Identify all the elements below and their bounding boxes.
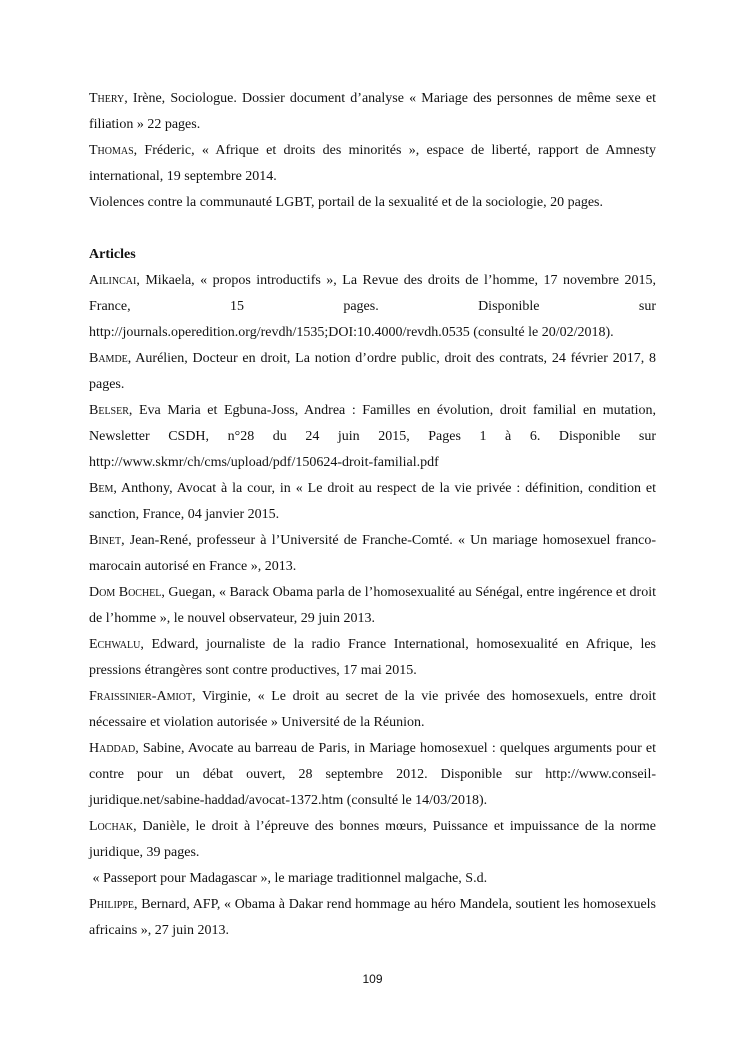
- bibliography-entry-thomas: [89, 138, 656, 190]
- entry-author: Thomas: [89, 143, 134, 158]
- entry-author: Echwalu: [89, 637, 141, 652]
- entry-author: Fraissinier-Amiot: [89, 689, 193, 704]
- article-entry-philippe: [89, 892, 656, 944]
- bibliography-entry-violences: [89, 190, 656, 216]
- entry-text: , Edward, journaliste de la radio France International, homosexualité en Afrique, les pressions étrangères sont contre productives, 17 mai 2015.: [89, 637, 656, 678]
- entry-text: « Passeport pour Madagascar », le mariage traditionnel malgache, S.d.: [89, 871, 488, 886]
- article-entry-dom-bochel: [89, 580, 656, 632]
- article-entry-passeport: [89, 866, 656, 892]
- article-entry-haddad: [89, 736, 656, 814]
- entry-author: Philippe: [89, 897, 135, 912]
- entry-text: , Bernard, AFP, « Obama à Dakar rend hommage au héro Mandela, soutient les homosexuels africains », 27 juin 2013.: [89, 897, 656, 938]
- entry-author: Belser: [89, 403, 129, 418]
- entry-text: , Fréderic, « Afrique et droits des minorités », espace de liberté, rapport de Amnesty international, 19 septembre 2014.: [89, 143, 656, 184]
- entry-author: Dom Bochel: [89, 585, 162, 600]
- article-entry-ailincai: [89, 268, 656, 346]
- article-entry-binet: [89, 528, 656, 580]
- entry-author: Bem: [89, 481, 114, 496]
- entry-author: Lochak: [89, 819, 134, 834]
- entry-author: Bamde: [89, 351, 128, 366]
- article-entry-bem: [89, 476, 656, 528]
- entry-text: , Jean-René, professeur à l’Université de Franche-Comté. « Un mariage homosexuel franco-marocain autorisé en France », 2013.: [89, 533, 656, 574]
- entry-text: , Irène, Sociologue. Dossier document d’analyse « Mariage des personnes de même sexe et filiation » 22 pages.: [89, 91, 656, 132]
- page-number: 109: [362, 972, 383, 986]
- bibliography-content: [89, 86, 656, 944]
- entry-text: , Mikaela, « propos introductifs », La Revue des droits de l’homme, 17 novembre 2015, France, 15 pages. Disponible sur http://journals.operedition.org/revdh/1535;DOI:10.4000/revdh.0535 (consulté le 20/02/2018).: [89, 273, 656, 340]
- article-entry-lochak: [89, 814, 656, 866]
- entry-text: Violences contre la communauté LGBT, portail de la sexualité et de la sociologie, 20 pages.: [89, 195, 604, 210]
- entry-text: , Sabine, Avocate au barreau de Paris, in Mariage homosexuel : quelques arguments pour et contre pour un débat ouvert, 28 septembre 2012. Disponible sur http://www.conseil-juridique.net/sabine-haddad/avocat-1372.htm (consulté le 14/03/2018).: [89, 741, 656, 808]
- entry-text: , Anthony, Avocat à la cour, in « Le droit au respect de la vie privée : définition, condition et sanction, France, 04 janvier 2015.: [89, 481, 656, 522]
- article-entry-belser: [89, 398, 656, 476]
- entry-text: , Aurélien, Docteur en droit, La notion d’ordre public, droit des contrats, 24 février 2017, 8 pages.: [89, 351, 656, 392]
- entry-text: , Danièle, le droit à l’épreuve des bonnes mœurs, Puissance et impuissance de la norme juridique, 39 pages.: [89, 819, 656, 860]
- entry-author: Thery: [89, 91, 125, 106]
- entry-author: Haddad: [89, 741, 136, 756]
- article-entry-fraissinier-amiot: [89, 684, 656, 736]
- entry-author: Ailincai: [89, 273, 137, 288]
- entry-text: , Virginie, « Le droit au secret de la vie privée des homosexuels, entre droit nécessaire et violation autorisée » Université de la Réunion.: [89, 689, 656, 730]
- article-entry-echwalu: [89, 632, 656, 684]
- section-spacer: [89, 216, 656, 242]
- article-entry-bamde: [89, 346, 656, 398]
- entry-text: , Guegan, « Barack Obama parla de l’homosexualité au Sénégal, entre ingérence et droit de l’homme », le nouvel observateur, 29 juin 2013.: [89, 585, 656, 626]
- bibliography-entry-thery: [89, 86, 656, 138]
- entry-author: Binet: [89, 533, 122, 548]
- entry-text: , Eva Maria et Egbuna-Joss, Andrea : Familles en évolution, droit familial en mutation, Newsletter CSDH, n°28 du 24 juin 2015, Pages 1 à 6. Disponible sur http://www.skmr/ch/cms/upload/pdf/150624-droit-familial.pdf: [89, 403, 656, 470]
- section-heading-articles: Articles: [89, 247, 136, 262]
